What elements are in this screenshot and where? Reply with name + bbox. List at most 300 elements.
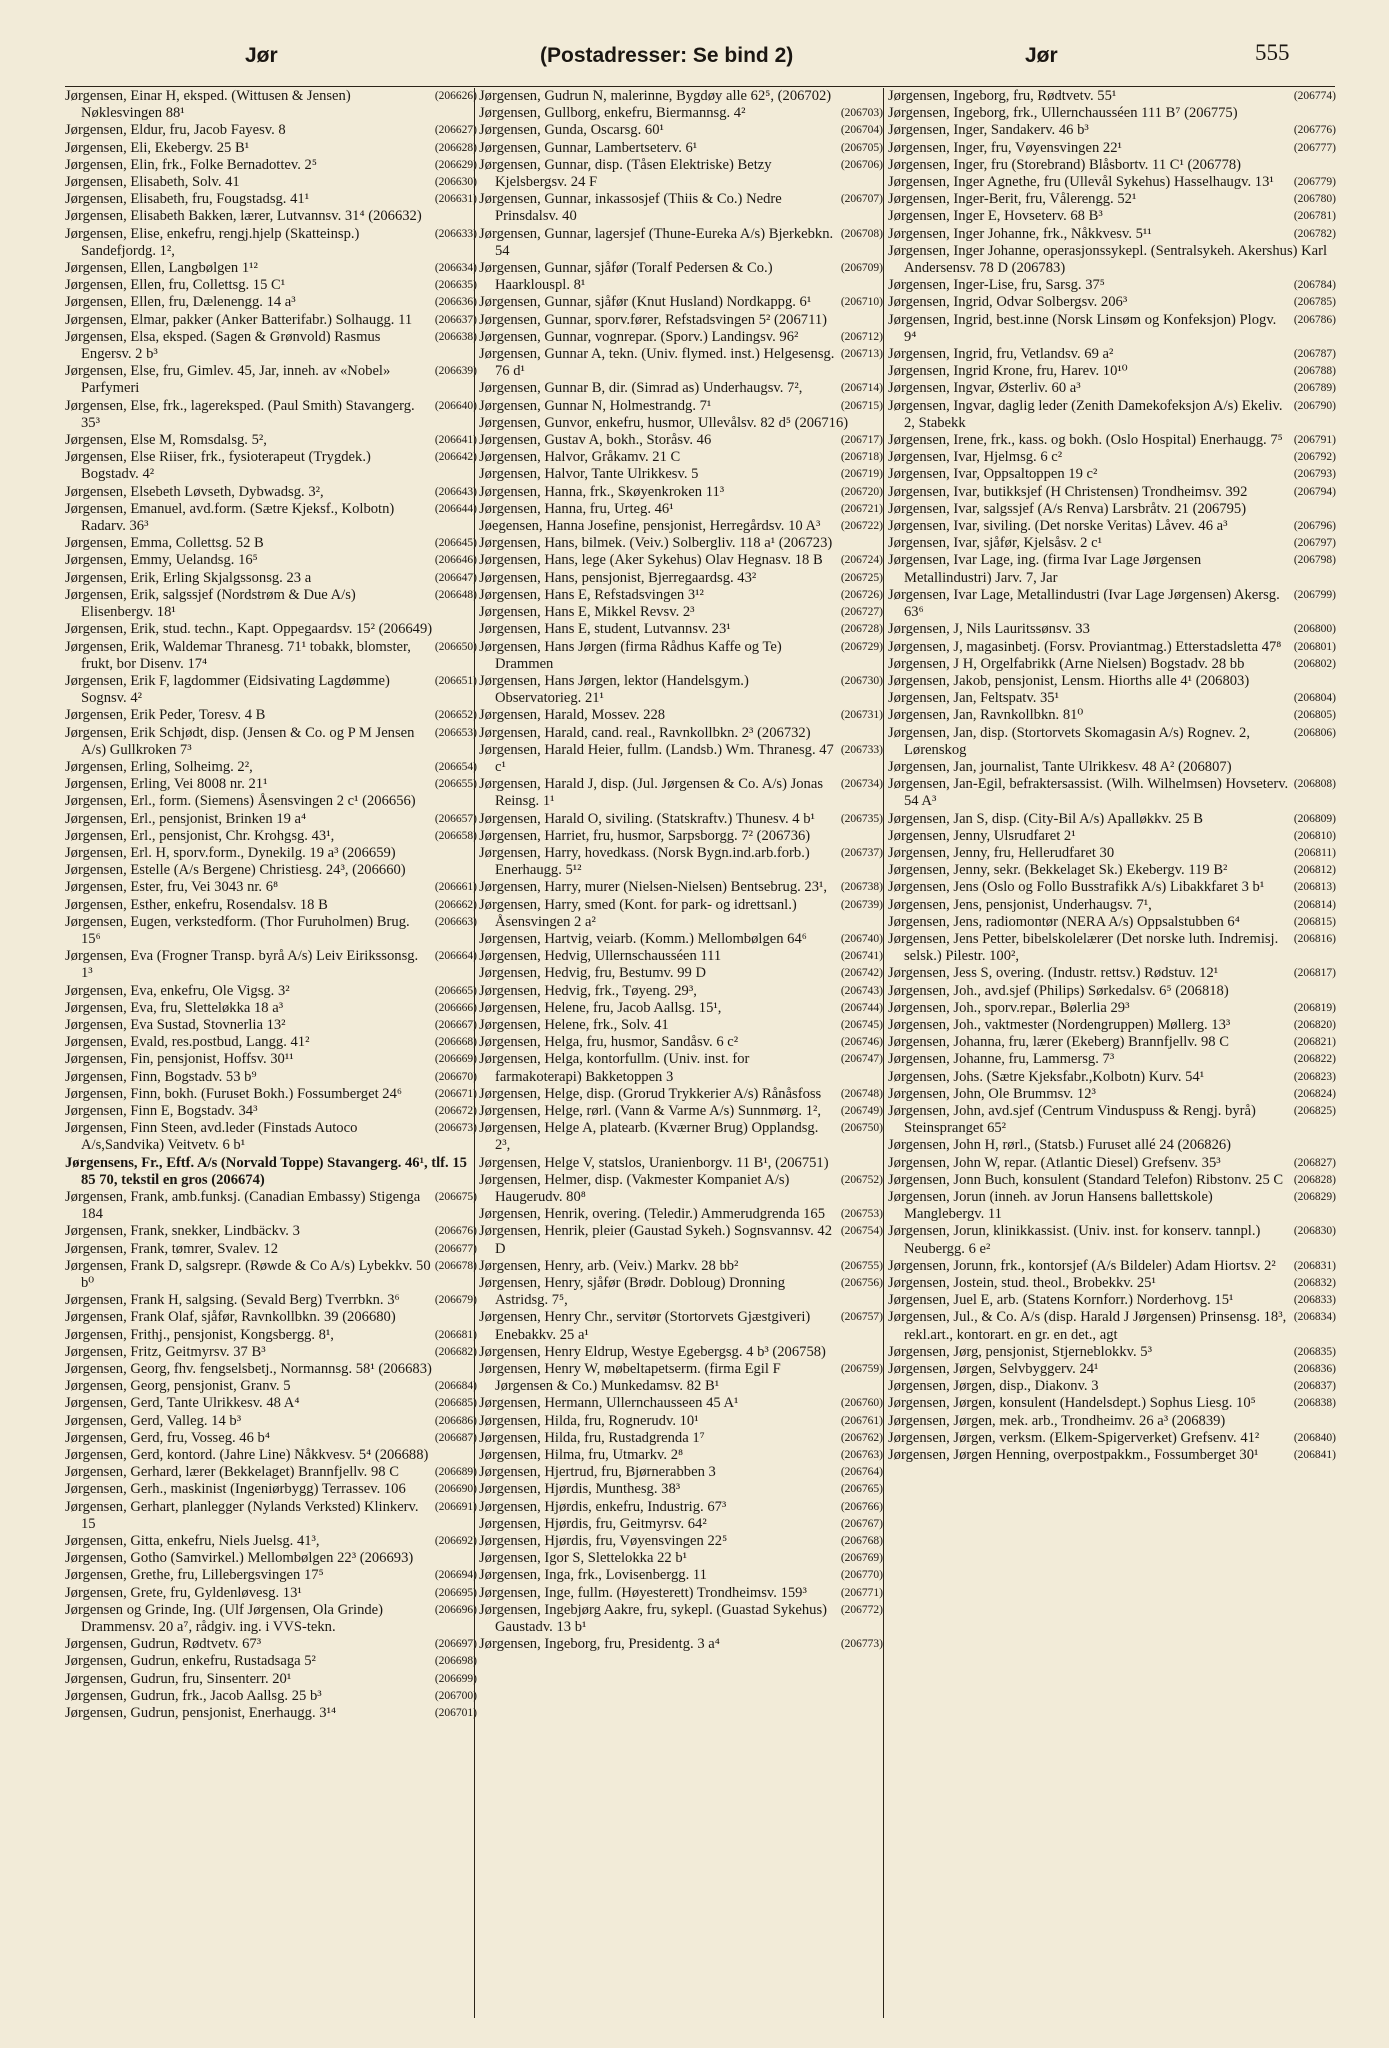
entry-text: Jørgensen, Hjørdis, fru, Geitmyrsv. 64² — [479, 1515, 707, 1532]
entry-code: (206689) — [434, 1466, 477, 1479]
directory-entry — [479, 1000, 883, 1017]
directory-entry — [888, 535, 1336, 552]
directory-entry — [479, 294, 883, 311]
entry-text: Jørgensen, Erl., pensjonist, Chr. Krohgsg. 43¹, — [65, 827, 335, 844]
entry-text: Jørgensen, Irene, frk., kass. og bokh. (Oslo Hospital) Enerhaugg. 7⁵ — [888, 432, 1283, 449]
entry-text: Jørgensen, Hedvig, frk., Tøyeng. 29³, — [479, 982, 697, 999]
entry-code: (206638) — [434, 330, 477, 343]
directory-entry — [479, 1223, 883, 1257]
entry-text: Jørgensen, Eva, fru, Sletteløkka 18 a³ — [65, 999, 284, 1016]
directory-entry — [479, 122, 883, 139]
directory-entry — [479, 1481, 883, 1498]
entry-code: (206749) — [840, 1104, 883, 1117]
directory-entry — [65, 587, 477, 621]
directory-entry — [888, 1344, 1336, 1361]
entry-code: (206718) — [840, 451, 883, 464]
directory-entry — [65, 1481, 477, 1498]
entry-text: Jørgensen, Hermann, Ullernchausseen 45 A¹ — [479, 1395, 739, 1412]
entry-text: Jørgensen, Erik, salgssjef (Nordstrøm & Due A/s) Elisenbergv. 18¹ — [65, 586, 356, 621]
entry-code: (206714) — [840, 382, 883, 395]
entry-text: Jørgensen, Inger, Sandakerv. 46 b³ — [888, 122, 1089, 139]
directory-entry — [888, 707, 1336, 724]
entry-code: (206787) — [1293, 348, 1336, 361]
entry-text: Jørgensen, Hedvig, Ullernschausséen 111 — [479, 948, 722, 965]
entry-code: (206819) — [1293, 1001, 1336, 1014]
entry-code: (206644) — [434, 502, 477, 515]
entry-text: Jørgensen, Joh., vaktmester (Nordengruppen) Møllerg. 13³ — [888, 1016, 1231, 1033]
entry-code: (206809) — [1293, 812, 1336, 825]
entry-text: Jørgensen, Eldur, fru, Jacob Fayesv. 8 — [65, 122, 286, 139]
entry-code: (206770) — [840, 1569, 883, 1582]
entry-code: (206707) — [840, 193, 883, 206]
directory-entry — [888, 1292, 1336, 1309]
entry-code: (206726) — [840, 588, 883, 601]
entry-text: Jørgensen, Jens Petter, bibelskolelærer (Det norske luth. Indremisj. selsk.) Pilestr. 100², — [888, 930, 1279, 965]
entry-code: (206806) — [1293, 726, 1336, 739]
directory-entry — [888, 1034, 1336, 1051]
directory-entry — [888, 1137, 1336, 1154]
entry-text: Jørgensen, Henry, sjåfør (Brødr. Dobloug) Dronning Astridsg. 7⁵, — [479, 1275, 786, 1309]
entry-text: Jørgensen, Ingrid, fru, Vetlandsv. 69 a² — [888, 346, 1114, 363]
entry-code: (206654) — [434, 760, 477, 773]
entry-code: (206685) — [434, 1397, 477, 1410]
entry-code: (206738) — [840, 881, 883, 894]
entry-code: (206729) — [840, 640, 883, 653]
directory-entry — [65, 1292, 477, 1309]
header-right-keyword: Jør — [1025, 44, 1058, 67]
entry-code: (206717) — [840, 434, 883, 447]
entry-code: (206760) — [840, 1397, 883, 1410]
directory-entry — [888, 931, 1336, 965]
entry-text: Jørgensen, Emmy, Uelandsg. 16⁵ — [65, 552, 258, 569]
directory-entry — [65, 1430, 477, 1447]
entry-text: Jørgensen, Helge, rørl. (Vann & Varme A/s) Sunnmørg. 1², — [479, 1102, 822, 1119]
entry-code: (206765) — [840, 1483, 883, 1496]
directory-entry — [479, 518, 883, 535]
directory-entry — [888, 484, 1336, 501]
entry-text: Jørgensen, Elsebeth Løvseth, Dybwadsg. 3², — [65, 483, 324, 500]
entry-code: (206841) — [1293, 1449, 1336, 1462]
column-3 — [883, 88, 1336, 2018]
entry-code: (206805) — [1293, 709, 1336, 722]
entry-text: Jørgensen, Hans, lege (Aker Sykehus) Olav Hegnasv. 18 B — [479, 552, 823, 569]
entry-code: (206627) — [434, 124, 477, 137]
entry-code: (206755) — [840, 1259, 883, 1272]
entry-code: (206790) — [1293, 399, 1336, 412]
entry-text: Jørgensen, Erik Peder, Toresv. 4 B — [65, 707, 266, 724]
entry-code: (206670) — [434, 1070, 477, 1083]
directory-entry — [479, 484, 883, 501]
directory-entry — [479, 948, 883, 965]
directory-entry — [65, 312, 477, 329]
entry-text: Jørgensen, Frithj., pensjonist, Kongsbergg. 8¹, — [65, 1326, 334, 1343]
entry-code: (206677) — [434, 1242, 477, 1255]
directory-entry — [65, 639, 477, 673]
entry-text: Jørgensen, Frank D, salgsrepr. (Røwde & Co A/s) Lybekkv. 50 b⁰ — [65, 1257, 431, 1292]
entry-text: Jørgensen, Harry, hovedkass. (Norsk Bygn.ind.arb.forb.) Enerhaugg. 5¹² — [479, 844, 810, 879]
directory-entry — [65, 1585, 477, 1602]
directory-entry — [479, 604, 883, 621]
entry-code: (206820) — [1293, 1018, 1336, 1031]
entry-text: Jørgensen, Ivar, butikksjef (H Christensen) Trondheimsv. 392 — [888, 483, 1248, 500]
entry-code: (206655) — [434, 778, 477, 791]
directory-entry — [65, 1103, 477, 1120]
entry-code: (206692) — [434, 1535, 477, 1548]
entry-text: Jørgensen, Johanne, fru, Lammersg. 7³ — [888, 1051, 1115, 1068]
directory-entry — [888, 277, 1336, 294]
entry-text: Jørgensen, Else, fru, Gimlev. 45, Jar, inneh. av «Nobel» Parfymeri — [65, 363, 391, 397]
directory-entry — [479, 191, 883, 225]
entry-text: Jørgensen, Ingrid Krone, fru, Harev. 10¹⁰ — [888, 363, 1128, 380]
entry-text: Jørgensen, Einar H, eksped. (Wittusen & Jensen) Nøklesvingen 88¹ — [65, 88, 351, 122]
directory-entry — [479, 1051, 883, 1085]
entry-text: Jørgensen, Finn, bokh. (Furuset Bokh.) Fossumberget 24⁶ — [65, 1085, 402, 1102]
entry-text: Jørgensen, Gerd, kontord. (Jahre Line) Nåkkvesv. 5⁴ (206688) — [65, 1447, 429, 1464]
directory-entry — [65, 914, 477, 948]
directory-entry — [888, 1275, 1336, 1292]
entry-text: Jørgensen, Jens, radiomontør (NERA A/s) Oppsalstubben 6⁴ — [888, 913, 1240, 930]
directory-entry — [888, 398, 1336, 432]
directory-entry — [65, 1653, 477, 1670]
entry-text: Jørgensen, Ingeborg, fru, Presidentg. 3 a⁴ — [479, 1636, 720, 1653]
entry-text: Jørgensen, Jorun, klinikkassist. (Univ. inst. for konserv. tannpl.) Neubergg. 6 e² — [888, 1223, 1261, 1257]
page-header — [60, 40, 1340, 74]
directory-entry — [888, 776, 1336, 810]
directory-entry — [479, 1017, 883, 1034]
entry-code: (206792) — [1293, 451, 1336, 464]
entry-text: Jørgensen, J H, Orgelfabrikk (Arne Nielsen) Bogstadv. 28 bb — [888, 655, 1245, 672]
directory-entry — [479, 1499, 883, 1516]
entry-text: Jørgensen, Gullborg, enkefru, Biermannsg. 4² — [479, 105, 746, 122]
entry-code: (206785) — [1293, 296, 1336, 309]
directory-entry — [479, 346, 883, 380]
entry-code: (206708) — [840, 227, 883, 240]
entry-code: (206822) — [1293, 1053, 1336, 1066]
directory-entry — [888, 828, 1336, 845]
entry-code: (206721) — [840, 502, 883, 515]
entry-code: (206835) — [1293, 1345, 1336, 1358]
entry-code: (206658) — [434, 829, 477, 842]
entry-text: Jørgensen, Hans E, Refstadsvingen 3¹² — [479, 586, 704, 603]
entry-code: (206814) — [1293, 898, 1336, 911]
entry-code: (206694) — [434, 1569, 477, 1582]
entry-code: (206742) — [840, 967, 883, 980]
column-2 — [474, 88, 883, 2018]
entry-text: Jørgensen, Hans, pensjonist, Bjerregaardsg. 43² — [479, 569, 757, 586]
directory-entry — [888, 1361, 1336, 1378]
entry-text: Jørgensen, Helga, fru, husmor, Sandåsv. 6 c² — [479, 1034, 739, 1051]
entry-text: Jørgensen, Esther, enkefru, Rosendalsv. 18 B — [65, 896, 328, 913]
entry-code: (206735) — [840, 812, 883, 825]
entry-code: (206757) — [840, 1311, 883, 1324]
directory-entry — [479, 1533, 883, 1550]
entry-code: (206816) — [1293, 932, 1336, 945]
directory-entry — [888, 1086, 1336, 1103]
directory-entry — [479, 398, 883, 415]
directory-entry — [65, 1447, 477, 1464]
entry-text: Jørgensen, Harald O, siviling. (Statskraftv.) Thunesv. 4 b¹ — [479, 810, 815, 827]
directory-entry — [65, 1155, 477, 1189]
directory-entry — [888, 380, 1336, 397]
directory-entry — [888, 1069, 1336, 1086]
directory-entry — [479, 466, 883, 483]
entry-code: (206797) — [1293, 537, 1336, 550]
directory-entry — [65, 1671, 477, 1688]
entry-text: Jørgensen, Hilda, fru, Rognerudv. 10¹ — [479, 1412, 699, 1429]
directory-entry — [65, 1550, 477, 1567]
entry-code: (206687) — [434, 1431, 477, 1444]
entry-code: (206812) — [1293, 864, 1336, 877]
directory-entry — [65, 793, 477, 810]
directory-entry — [479, 828, 883, 845]
directory-entry — [888, 862, 1336, 879]
entry-code: (206836) — [1293, 1363, 1336, 1376]
entry-text: Jørgensens, Fr., Eftf. A/s (Norvald Toppe) Stavangerg. 46¹, tlf. 15 85 70, tekstil en gros (206674) — [65, 1154, 467, 1188]
directory-entry — [65, 707, 477, 724]
directory-entry — [479, 1344, 883, 1361]
directory-entry — [65, 1499, 477, 1533]
entry-code: (206725) — [840, 571, 883, 584]
entry-text: Jørgensen, Georg, fhv. fengselsbetj., Normannsg. 58¹ (206683) — [65, 1361, 432, 1378]
entry-code: (206706) — [840, 158, 883, 171]
entry-text: Jørgensen, Helge V, statslos, Uranienborgv. 11 B¹, (206751) — [479, 1154, 829, 1171]
entry-code: (206675) — [434, 1191, 477, 1203]
directory-entry — [479, 1395, 883, 1412]
directory-entry — [65, 1361, 477, 1378]
page-number: 555 — [1255, 40, 1290, 65]
entry-text: Jørgensen, Estelle (A/s Bergene) Christiesg. 24³, (206660) — [65, 862, 406, 879]
directory-entry — [479, 88, 883, 105]
directory-entry — [888, 208, 1336, 225]
header-rule — [65, 86, 1335, 87]
entry-code: (206831) — [1293, 1259, 1336, 1272]
entry-code: (206734) — [840, 778, 883, 791]
entry-text: Jørgensen, Elin, frk., Folke Bernadottev. 2⁵ — [65, 156, 317, 173]
entry-text: Jørgensen, Hanna, fru, Urteg. 46¹ — [479, 500, 674, 517]
directory-entry — [888, 466, 1336, 483]
entry-text: Jørgensen, Hilma, fru, Utmarkv. 2⁸ — [479, 1447, 684, 1464]
directory-entry — [888, 845, 1336, 862]
entry-code: (206731) — [840, 709, 883, 722]
directory-entry — [888, 1155, 1336, 1172]
entry-text: Jørgensen, Jul., & Co. A/s (disp. Harald J Jørgensen) Prinsensg. 18³, rekl.art., kontorart. en gr. en det., agt — [888, 1309, 1287, 1343]
entry-code: (206668) — [434, 1036, 477, 1049]
entry-text: Jørgensen, J, magasinbetj. (Forsv. Proviantmag.) Etterstadsletta 47⁸ — [888, 638, 1282, 655]
entry-code: (206828) — [1293, 1173, 1336, 1186]
entry-text: Jørgensen, Gerd, Tante Ulrikkesv. 48 A⁴ — [65, 1395, 300, 1412]
entry-code: (206686) — [434, 1414, 477, 1427]
entry-code: (206794) — [1293, 485, 1336, 498]
column-1 — [65, 88, 477, 2018]
entry-text: Jørgensen, Gudrun, fru, Sinsenterr. 20¹ — [65, 1670, 292, 1687]
entry-code: (206837) — [1293, 1380, 1336, 1393]
directory-entry — [65, 1464, 477, 1481]
entry-code: (206801) — [1293, 640, 1336, 653]
entry-text: Jørgensen, Ellen, Langbølgen 1¹² — [65, 260, 258, 277]
entry-code: (206771) — [840, 1586, 883, 1599]
directory-entry — [65, 191, 477, 208]
directory-entry — [888, 1447, 1336, 1464]
directory-entry — [479, 570, 883, 587]
directory-entry — [479, 535, 883, 552]
entry-text: Jørgensen, Gunnar A, tekn. (Univ. flymed. inst.) Helgesensg. 76 d¹ — [479, 346, 835, 380]
directory-entry — [479, 931, 883, 948]
directory-entry — [479, 1120, 883, 1154]
entry-code: (206667) — [434, 1018, 477, 1031]
entry-text: Jørgensen, Harald, Mossev. 228 — [479, 707, 666, 724]
entry-text: Jørgensen, Ingrid, Odvar Solbergsv. 206³ — [888, 294, 1128, 311]
entry-text: Jørgensen, Gunnar, lagersjef (Thune-Eureka A/s) Bjerkebkn. 54 — [479, 225, 834, 259]
directory-entry — [479, 1636, 883, 1653]
entry-text: Jørgensen, Hanna, frk., Skøyenkroken 11³ — [479, 483, 725, 500]
directory-entry — [65, 1017, 477, 1034]
entry-code: (206704) — [840, 124, 883, 137]
entry-text: Jørgensen, Eva Sustad, Stovnerlia 13² — [65, 1016, 286, 1033]
entry-text: Jørgensen, Erik F, lagdommer (Eidsivating Lagdømme) Sognsv. 4² — [65, 672, 390, 707]
entry-code: (206739) — [840, 898, 883, 911]
directory-entry — [65, 329, 477, 363]
directory-entry — [888, 1309, 1336, 1343]
entry-text: Jørgensen, Jenny, sekr. (Bekkelaget Sk.) Ekebergv. 119 B² — [888, 862, 1228, 879]
directory-entry — [888, 1395, 1336, 1412]
directory-entry — [888, 174, 1336, 191]
directory-entry — [888, 501, 1336, 518]
entry-code: (206780) — [1293, 193, 1336, 206]
entry-code: (206662) — [434, 898, 477, 911]
directory-entry — [888, 673, 1336, 690]
entry-text: Jørgensen, Helge, disp. (Grorud Trykkerier A/s) Rånåsfoss — [479, 1085, 822, 1102]
directory-entry — [888, 639, 1336, 656]
directory-entry — [479, 1206, 883, 1223]
entry-code: (206641) — [434, 434, 477, 447]
entry-text: Jørgensen, Frank Olaf, sjåfør, Ravnkollbkn. 39 (206680) — [65, 1309, 396, 1326]
directory-entry — [479, 776, 883, 810]
directory-entry — [888, 243, 1336, 277]
entry-code: (206768) — [840, 1535, 883, 1548]
entry-text: Jørgensen, Elise, enkefru, rengj.hjelp (Skatteinsp.) Sandefjordg. 1², — [65, 225, 360, 259]
entry-text: Jørgensen, Jan, disp. (Stortorvets Skomagasin A/s) Rognev. 2, Lørenskog — [888, 724, 1250, 758]
entry-text: Jørgensen, Halvor, Tante Ulrikkesv. 5 — [479, 466, 699, 483]
directory-entry — [65, 1705, 477, 1722]
directory-entry — [888, 363, 1336, 380]
entry-text: Jørgensen, Jostein, stud. theol., Brobekkv. 25¹ — [888, 1275, 1156, 1292]
entry-code: (206679) — [434, 1294, 477, 1307]
entry-code: (206791) — [1293, 434, 1336, 447]
entry-code: (206796) — [1293, 520, 1336, 533]
entry-code: (206800) — [1293, 623, 1336, 636]
entry-text: Jørgensen, Frank H, salgsing. (Sevald Berg) Tverrbkn. 3⁶ — [65, 1292, 400, 1309]
entry-text: Jørgensen, Harald, cand. real., Ravnkollbkn. 2³ (206732) — [479, 724, 811, 741]
directory-entry — [65, 501, 477, 535]
directory-entry — [479, 157, 883, 191]
entry-text: Jørgensen, Gerh., maskinist (Ingeniørbygg) Terrassev. 106 — [65, 1481, 406, 1498]
entry-code: (206740) — [840, 932, 883, 945]
entry-text: Jørgensen, Elmar, pakker (Anker Batterifabr.) Solhaugg. 11 — [65, 311, 413, 328]
directory-entry — [479, 1464, 883, 1481]
entry-text: Jørgensen, Harry, smed (Kont. for park- og idrettsanl.) Åsensvingen 2 a² — [479, 896, 797, 930]
directory-entry — [65, 1636, 477, 1653]
directory-entry — [479, 1258, 883, 1275]
entry-code: (206762) — [840, 1431, 883, 1444]
directory-entry — [65, 1309, 477, 1326]
directory-entry — [888, 552, 1336, 586]
directory-entry — [888, 759, 1336, 776]
entry-text: Jørgensen, Henry Eldrup, Westye Egebergsg. 4 b³ (206758) — [479, 1343, 826, 1360]
directory-entry — [65, 260, 477, 277]
entry-code: (206773) — [840, 1638, 883, 1651]
directory-entry — [888, 587, 1336, 621]
entry-text: Jørgensen, John W, repar. (Atlantic Diesel) Grefsenv. 35³ — [888, 1154, 1221, 1171]
entry-text: Jørgensen, Ingrid, best.inne (Norsk Linsøm og Konfeksjon) Plogv. 9⁴ — [888, 311, 1277, 345]
entry-text: Jørgensen, Gunnar, sjåfør (Knut Husland) Nordkappg. 6¹ — [479, 294, 812, 311]
entry-text: Jørgensen, Ivar, Oppsaltoppen 19 c² — [888, 466, 1098, 483]
entry-text: Jørgensen, Erik Schjødt, disp. (Jensen & Co. og P M Jensen A/s) Gullkroken 7³ — [65, 724, 415, 758]
entry-text: Jøegensen, Hanna Josefine, pensjonist, Herregårdsv. 10 A³ — [479, 518, 821, 535]
entry-code: (206776) — [1293, 124, 1336, 137]
entry-text: Jørgensen, Jens (Oslo og Follo Busstrafikk A/s) Libakkfaret 3 b¹ — [888, 879, 1265, 896]
entry-text: Jørgensen, Erl., form. (Siemens) Åsensvingen 2 c¹ (206656) — [65, 793, 416, 810]
directory-entry — [65, 1602, 477, 1636]
directory-entry — [65, 277, 477, 294]
entry-text: Jørgensen, Jess S, overing. (Industr. rettsv.) Rødstuv. 12¹ — [888, 965, 1219, 982]
entry-code: (206764) — [840, 1466, 883, 1479]
entry-code: (206823) — [1293, 1070, 1336, 1083]
directory-entry — [888, 811, 1336, 828]
directory-entry — [65, 759, 477, 776]
entry-code: (206813) — [1293, 881, 1336, 894]
directory-entry — [65, 1533, 477, 1550]
entry-code: (206710) — [840, 296, 883, 309]
entry-text: Jørgensen, Gunnar N, Holmestrandg. 7¹ — [479, 397, 712, 414]
entry-text: Jørgensen, Jørgen, Selvbyggerv. 24¹ — [888, 1361, 1099, 1378]
entry-text: Jørgensen, Jørgen, konsulent (Handelsdept.) Sophus Liesg. 10⁵ — [888, 1395, 1256, 1412]
directory-entry — [65, 432, 477, 449]
directory-entry — [479, 501, 883, 518]
entry-code: (206647) — [434, 571, 477, 584]
entry-code: (206728) — [840, 623, 883, 636]
directory-entry — [479, 1361, 883, 1395]
entry-code: (206753) — [840, 1208, 883, 1221]
entry-text: Jørgensen, Gotho (Samvirkel.) Mellombølgen 22³ (206693) — [65, 1550, 414, 1567]
entry-code: (206759) — [840, 1363, 883, 1376]
directory-entry — [479, 811, 883, 828]
entry-code: (206747) — [840, 1053, 883, 1066]
directory-entry — [65, 1327, 477, 1344]
directory-entry — [65, 1567, 477, 1584]
directory-entry — [65, 140, 477, 157]
entry-text: Jørgensen, Gustav A, bokh., Storåsv. 46 — [479, 432, 712, 449]
directory-entry — [888, 157, 1336, 174]
entry-code: (206639) — [434, 365, 477, 378]
entry-code: (206746) — [840, 1036, 883, 1049]
entry-code: (206665) — [434, 984, 477, 997]
entry-code: (206713) — [840, 348, 883, 361]
directory-entry — [888, 1378, 1336, 1395]
entry-text: Jørgensen, Else, frk., lagereksped. (Paul Smith) Stavangerg. 35³ — [65, 397, 415, 431]
entry-code: (206715) — [840, 399, 883, 412]
directory-entry — [888, 965, 1336, 982]
entry-code: (206750) — [840, 1122, 883, 1135]
directory-entry — [65, 1086, 477, 1103]
entry-code: (206754) — [840, 1225, 883, 1238]
entry-code: (206672) — [434, 1104, 477, 1117]
entry-code: (206661) — [434, 881, 477, 894]
entry-text: Jørgensen, John, avd.sjef (Centrum Vinduspuss & Rengj. byrå) Steinspranget 65² — [888, 1102, 1256, 1137]
entry-text: Jørgensen, Jenny, fru, Hellerudfaret 30 — [888, 844, 1115, 861]
entry-code: (206834) — [1293, 1311, 1336, 1324]
entry-code: (206833) — [1293, 1294, 1336, 1307]
entry-text: Jørgensen, Ivar, siviling. (Det norske Veritas) Låvev. 46 a³ — [888, 518, 1228, 535]
